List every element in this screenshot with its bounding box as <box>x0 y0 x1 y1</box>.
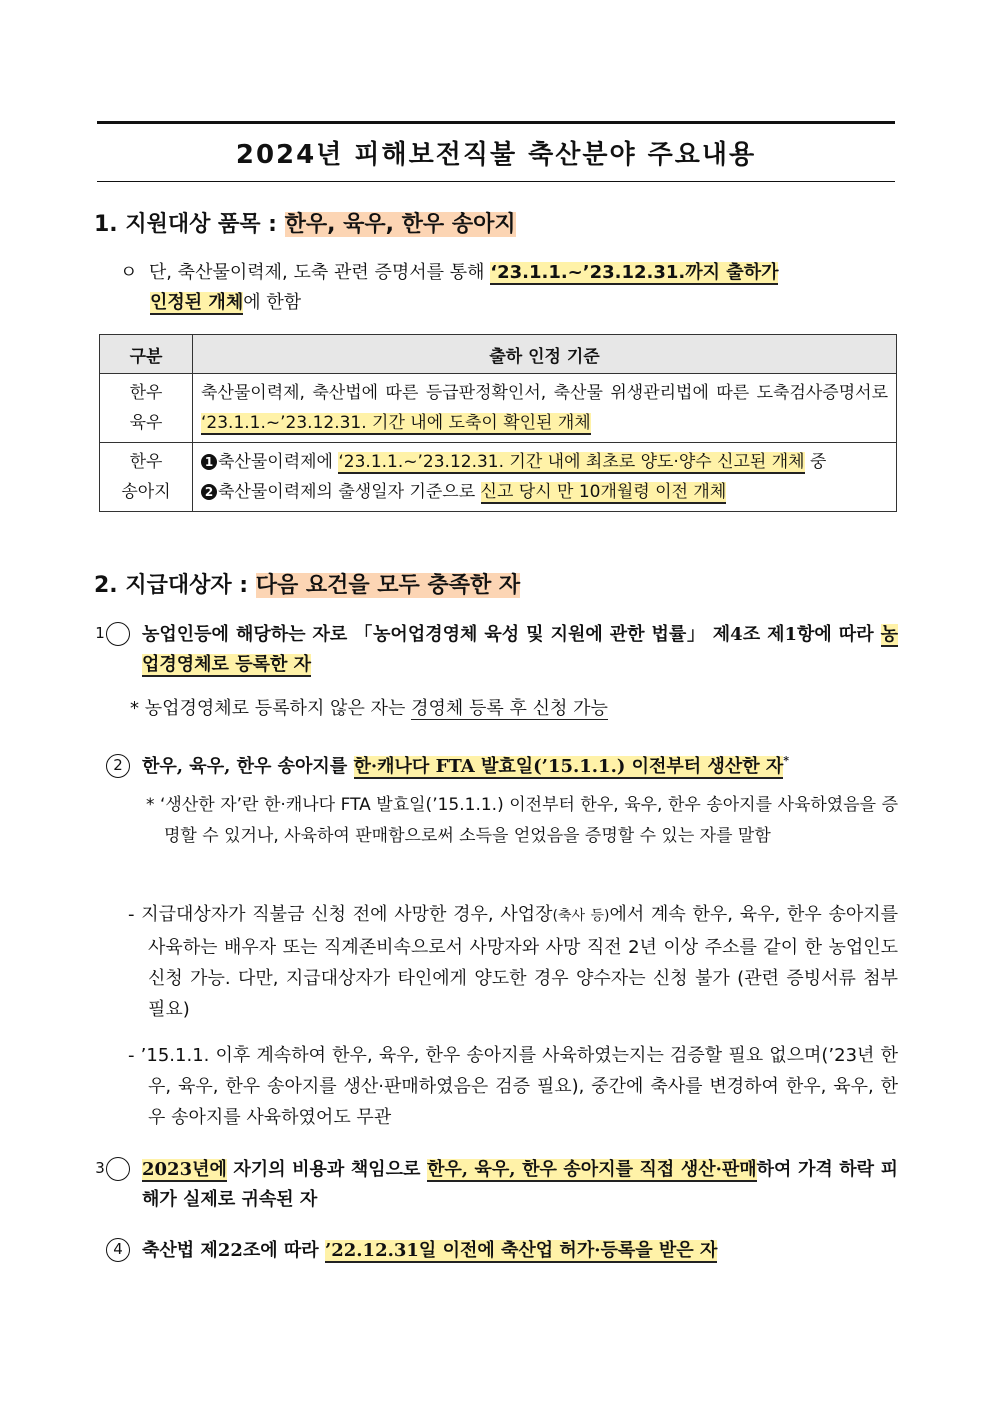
table-cell-category: 한우 송아지 <box>100 443 193 512</box>
bullet-marker: ㅇ <box>120 262 138 283</box>
circled-number-3: 3 <box>106 1157 130 1181</box>
requirement-item-2: 2 한우, 육우, 한우 송아지를 한·캐나다 FTA 발효일(’15.1.1.) 이전부터 생산한 자* <box>106 746 898 782</box>
table-row <box>100 374 897 443</box>
table-cell-criteria: 1 축산물이력제에 ‘23.1.1.~’23.12.31. 기간 내에 최초로 양도·양수 신고된 개체 중 2 축산물이력제의 출생일자 기준으로 신고 당시 만 10개월령 이전 개체 <box>193 443 897 512</box>
recognized-unit-highlight: 인정된 개체 <box>150 292 244 313</box>
license-date-highlight: ’22.12.31일 이전에 축산업 허가·등록을 받은 자 <box>324 1240 718 1261</box>
transfer-period-highlight: ‘23.1.1.~’23.12.31. 기간 내에 최초로 양도·양수 신고된 개체 <box>338 452 805 472</box>
section1-heading: 1. 지원대상 품목 : 한우, 육우, 한우 송아지 <box>94 212 516 237</box>
table-header-row <box>100 335 897 374</box>
shipment-criteria-table <box>99 334 897 512</box>
fta-date-highlight: 한·캐나다 FTA 발효일(’15.1.1.) 이전부터 생산한 자 <box>353 756 784 777</box>
section2-heading: 2. 지급대상자 : 다음 요건을 모두 충족한 자 <box>94 573 521 598</box>
date-range-highlight: ‘23.1.1.~’23.12.31.까지 출하가 <box>490 262 779 283</box>
item2-dash-2: - ’15.1.1. 이후 계속하여 한우, 육우, 한우 송아지를 사육하였는지는 검증할 필요 없으며(’23년 한우, 육우, 한우 송아지를 생산·판매하였음은 검증 필요), 중간에 축사를 변경하여 한우, 육우, 한우 송아지를 사육하였어도 무관 <box>128 1045 898 1128</box>
circled-number-4: 4 <box>106 1238 130 1262</box>
section1-note: ㅇ 단, 축산물이력제, 도축 관련 증명서를 통해 ‘23.1.1.~’23.12.31.까지 출하가 인정된 개체에 한함 <box>120 262 779 313</box>
item1-note: * 농업경영체로 등록하지 않은 자는 경영체 등록 후 신청 가능 <box>130 698 608 719</box>
number-badge-2: 2 <box>201 484 217 500</box>
requirement-item-4: 4 축산법 제22조에 따라 ’22.12.31일 이전에 축산업 허가·등록을 받은 자 <box>106 1236 898 1266</box>
table-cell-criteria: 축산물이력제, 축산법에 따른 등급판정확인서, 축산물 위생관리법에 따른 도축검사증명서로 ‘23.1.1.~’23.12.31. 기간 내에 도축이 확인된 개체 <box>193 374 897 443</box>
table-header-criteria: 출하 인정 기준 <box>193 335 897 374</box>
table-row <box>100 443 897 512</box>
circled-number-1: 1 <box>106 622 130 646</box>
number-badge-1: 1 <box>201 454 217 470</box>
circled-number-2: 2 <box>106 754 130 778</box>
registration-note-underline: 경영체 등록 후 신청 가능 <box>411 698 608 719</box>
direct-production-highlight: 한우, 육우, 한우 송아지를 직접 생산·판매 <box>426 1159 757 1180</box>
table-cell-category: 한우 육우 <box>100 374 193 443</box>
slaughter-period-highlight: ‘23.1.1.~’23.12.31. 기간 내에 도축이 확인된 개체 <box>201 413 591 433</box>
section1-heading-highlight: 한우, 육우, 한우 송아지 <box>284 212 516 237</box>
item2-dash-1: - 지급대상자가 직불금 신청 전에 사망한 경우, 사업장(축사 등)에서 계속 한우, 육우, 한우 송아지를 사육하는 배우자 또는 직계존비속으로서 사망자와 사망 직전 2년 이상 주소를 같이 한 농업인도 신청 가능. 다만, 지급대상자가 타인에게 양도한 경우 양수자는 신청 불가 (관련 증빙서류 첨부 필요) <box>128 904 898 1020</box>
section2-heading-highlight: 다음 요건을 모두 충족한 자 <box>255 573 521 598</box>
item2-note: * ‘생산한 자’란 한·캐나다 FTA 발효일(’15.1.1.) 이전부터 한우, 육우, 한우 송아지를 사육하였음을 증명할 수 있거나, 사육하여 판매함으로써 소득을 얻었음을 증명할 수 있는 자를 말함 <box>146 795 899 846</box>
page-title: 2024년 피해보전직불 축산분야 주요내용 <box>97 121 895 182</box>
requirement-item-1: 1 농업인등에 해당하는 자로 「농어업경영체 육성 및 지원에 관한 법률」 제4조 제1항에 따라 농업경영체로 등록한 자 <box>95 624 898 675</box>
age-limit-highlight: 신고 당시 만 10개월령 이전 개체 <box>480 482 727 502</box>
year-2023-highlight: 2023년에 <box>142 1159 227 1180</box>
table-header-category: 구분 <box>100 335 193 374</box>
requirement-item-3: 3 2023년에 자기의 비용과 책임으로 한우, 육우, 한우 송아지를 직접 생산·판매하여 가격 하락 피해가 실제로 귀속된 자 <box>95 1159 898 1210</box>
farm-business-highlight: 농업경영체로 등록한 자 <box>142 624 898 675</box>
